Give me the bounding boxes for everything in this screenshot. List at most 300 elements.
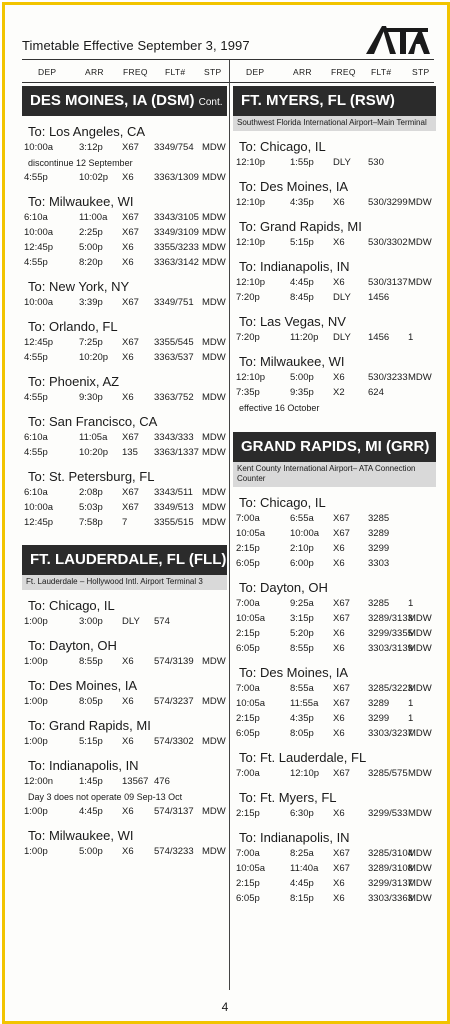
flight-row (22, 391, 227, 406)
flight-freq: DLY (122, 616, 140, 627)
flight-stp: MDW (202, 142, 226, 153)
flight-row (233, 862, 436, 877)
flight-row (233, 682, 436, 697)
flight-freq: X67 (122, 337, 139, 348)
flight-row (233, 892, 436, 907)
flight-stp: MDW (202, 432, 226, 443)
header-rule-top (22, 59, 434, 60)
flight-flt: 3355/545 (154, 337, 194, 348)
flight-freq: X6 (122, 392, 134, 403)
flight-arr: 11:20p (290, 332, 319, 343)
flight-stp: MDW (408, 628, 432, 639)
flight-flt: 530/3233 (368, 372, 408, 383)
flight-arr: 4:45p (290, 878, 314, 889)
flight-dep: 10:05a (236, 528, 266, 539)
flight-arr: 2:25p (79, 227, 103, 238)
flight-arr: 3:00p (79, 616, 103, 627)
flight-flt: 3285/575 (368, 768, 408, 779)
flight-stp: MDW (202, 487, 226, 498)
flight-stp: MDW (202, 337, 226, 348)
flight-row (22, 615, 227, 630)
flight-stp: MDW (202, 447, 226, 458)
flight-row (233, 642, 436, 657)
airport-name: Southwest Florida International Airport–Main Terminal (233, 116, 436, 131)
flight-dep: 12:10p (236, 157, 266, 168)
flight-arr: 1:55p (290, 157, 314, 168)
city-name: FT. MYERS, FL (RSW) (241, 92, 395, 109)
flight-row (22, 775, 227, 790)
flight-dep: 4:55p (24, 172, 48, 183)
flight-arr: 3:15p (290, 613, 314, 624)
flight-stp: MDW (202, 696, 226, 707)
flight-row (22, 695, 227, 710)
destination-heading: To: Orlando, FL (28, 319, 118, 334)
flight-stp: 1 (408, 598, 414, 609)
flight-arr: 12:10p (290, 768, 320, 779)
flight-stp: MDW (202, 846, 226, 857)
flight-row (233, 291, 436, 306)
flight-dep: 10:00a (24, 502, 54, 513)
right-column (233, 86, 436, 907)
flight-flt: 3289/3133 (368, 613, 413, 624)
flight-stp: MDW (202, 656, 226, 667)
flight-freq: 135 (122, 447, 138, 458)
city-name: FT. LAUDERDALE, FL (FLL) (30, 551, 227, 568)
flight-flt: 530/3137 (368, 277, 408, 288)
flight-flt: 574/3137 (154, 806, 194, 817)
flight-dep: 2:15p (236, 543, 260, 554)
flight-row (233, 557, 436, 572)
flight-flt: 3363/537 (154, 352, 194, 363)
flight-stp: MDW (202, 212, 226, 223)
flight-freq: X6 (333, 713, 345, 724)
flight-freq: X6 (122, 696, 134, 707)
flight-dep: 10:00a (24, 297, 54, 308)
flight-flt: 3285 (368, 598, 390, 609)
flight-freq: X6 (122, 257, 134, 268)
flight-arr: 8:45p (290, 292, 314, 303)
flight-stp: MDW (202, 806, 226, 817)
flight-row (233, 697, 436, 712)
flight-arr: 5:20p (290, 628, 314, 639)
flight-flt: 3349/754 (154, 142, 194, 153)
flight-freq: X67 (333, 683, 350, 694)
flight-dep: 1:00p (24, 696, 48, 707)
destination-heading: To: Los Angeles, CA (28, 124, 146, 139)
destination-heading: To: Las Vegas, NV (239, 314, 346, 329)
flight-dep: 4:55p (24, 392, 48, 403)
flight-dep: 2:15p (236, 713, 260, 724)
flight-row (22, 171, 227, 186)
flight-dep: 10:00a (24, 142, 54, 153)
flight-freq: X67 (333, 528, 350, 539)
flight-stp: MDW (408, 277, 432, 288)
flight-flt: 3349/513 (154, 502, 194, 513)
flight-arr: 4:45p (79, 806, 103, 817)
page-number: 4 (221, 1000, 229, 1014)
flight-dep: 7:35p (236, 387, 260, 398)
flight-arr: 3:39p (79, 297, 103, 308)
flight-dep: 7:00a (236, 683, 260, 694)
flight-stp: MDW (408, 683, 432, 694)
flight-freq: X67 (122, 502, 139, 513)
flight-row (233, 236, 436, 251)
flight-stp: MDW (408, 643, 432, 654)
flight-dep: 12:10p (236, 277, 266, 288)
destination-heading: To: Chicago, IL (239, 495, 326, 510)
flight-freq: X6 (122, 736, 134, 747)
flight-arr: 2:10p (290, 543, 314, 554)
flight-freq: DLY (333, 332, 351, 343)
destination-heading: To: Ft. Myers, FL (239, 790, 337, 805)
flight-dep: 7:20p (236, 332, 260, 343)
flight-flt: 3363/3142 (154, 257, 199, 268)
flight-row (233, 807, 436, 822)
flight-freq: X6 (122, 172, 134, 183)
flight-row (233, 331, 436, 346)
flight-stp: MDW (408, 372, 432, 383)
flight-stp: MDW (408, 878, 432, 889)
flight-row (22, 805, 227, 820)
city-name: GRAND RAPIDS, MI (GRR) (241, 438, 430, 455)
column-header-freq: FREQ (331, 67, 356, 77)
flight-arr: 5:00p (79, 242, 103, 253)
flight-freq: 13567 (122, 776, 149, 787)
destination-heading: To: Indianapolis, IN (239, 259, 350, 274)
flight-flt: 624 (368, 387, 384, 398)
flight-dep: 12:00n (24, 776, 54, 787)
flight-dep: 12:10p (236, 197, 266, 208)
flight-flt: 3289/3108 (368, 863, 413, 874)
flight-flt: 3349/751 (154, 297, 194, 308)
flight-arr: 2:08p (79, 487, 103, 498)
destination-heading: To: Ft. Lauderdale, FL (239, 750, 367, 765)
flight-stp: MDW (202, 517, 226, 528)
flight-stp: MDW (202, 172, 226, 183)
flight-arr: 9:30p (79, 392, 103, 403)
flight-row (22, 336, 227, 351)
flight-dep: 7:20p (236, 292, 260, 303)
schedule-note: discontinue 12 September (28, 158, 133, 168)
flight-flt: 530/3299 (368, 197, 408, 208)
flight-row (233, 877, 436, 892)
flight-dep: 4:55p (24, 352, 48, 363)
destination-heading: To: Indianapolis, IN (28, 758, 139, 773)
flight-row (233, 512, 436, 527)
flight-arr: 5:00p (79, 846, 103, 857)
flight-dep: 7:00a (236, 513, 260, 524)
flight-dep: 2:15p (236, 628, 260, 639)
flight-row (233, 156, 436, 171)
flight-row (22, 735, 227, 750)
flight-arr: 11:05a (79, 432, 108, 443)
flight-arr: 7:25p (79, 337, 103, 348)
flight-dep: 1:00p (24, 656, 48, 667)
flight-row (233, 542, 436, 557)
flight-arr: 6:55a (290, 513, 314, 524)
flight-row (22, 486, 227, 501)
flight-flt: 3289 (368, 528, 390, 539)
flight-row (233, 527, 436, 542)
flight-dep: 10:05a (236, 613, 266, 624)
flight-freq: X67 (333, 848, 350, 859)
flight-stp: MDW (202, 227, 226, 238)
flight-arr: 8:15p (290, 893, 314, 904)
flight-dep: 12:10p (236, 372, 266, 383)
flight-flt: 3355/515 (154, 517, 194, 528)
destination-heading: To: New York, NY (28, 279, 130, 294)
destination-heading: To: San Francisco, CA (28, 414, 158, 429)
column-header-stp: STP (204, 67, 222, 77)
schedule-note: effective 16 October (239, 403, 320, 413)
flight-freq: X67 (333, 613, 350, 624)
flight-arr: 1:45p (79, 776, 103, 787)
flight-row (22, 516, 227, 531)
flight-freq: DLY (333, 157, 351, 168)
flight-row (233, 727, 436, 742)
flight-stp: MDW (408, 848, 432, 859)
flight-flt: 3303 (368, 558, 390, 569)
city-header (22, 86, 227, 116)
flight-freq: X67 (333, 698, 350, 709)
flight-stp: MDW (202, 297, 226, 308)
flight-flt: 3299 (368, 543, 390, 554)
flight-stp: MDW (202, 392, 226, 403)
destination-heading: To: St. Petersburg, FL (28, 469, 155, 484)
flight-dep: 12:10p (236, 237, 266, 248)
flight-freq: X6 (333, 197, 345, 208)
flight-freq: X67 (122, 297, 139, 308)
destination-heading: To: Indianapolis, IN (239, 830, 350, 845)
flight-dep: 10:05a (236, 863, 266, 874)
flight-flt: 3285/3104 (368, 848, 413, 859)
flight-row (22, 446, 227, 461)
flight-stp: MDW (408, 863, 432, 874)
flight-flt: 530/3302 (368, 237, 408, 248)
flight-row (22, 296, 227, 311)
flight-row (22, 351, 227, 366)
flight-stp: 1 (408, 332, 414, 343)
flight-flt: 1456 (368, 332, 390, 343)
flight-freq: X6 (333, 643, 345, 654)
flight-dep: 6:05p (236, 728, 260, 739)
flight-dep: 7:00a (236, 768, 260, 779)
flight-freq: X67 (122, 432, 139, 443)
flight-freq: X67 (333, 768, 350, 779)
flight-stp: 1 (408, 713, 414, 724)
flight-freq: X6 (333, 558, 345, 569)
flight-stp: MDW (408, 768, 432, 779)
destination-heading: To: Chicago, IL (28, 598, 115, 613)
flight-dep: 2:15p (236, 808, 260, 819)
column-header-freq: FREQ (123, 67, 148, 77)
flight-row (22, 141, 227, 156)
flight-dep: 12:45p (24, 242, 54, 253)
flight-row (233, 612, 436, 627)
flight-arr: 4:35p (290, 713, 314, 724)
flight-dep: 6:05p (236, 643, 260, 654)
city-name: DES MOINES, IA (DSM) (30, 92, 195, 109)
flight-arr: 8:05p (290, 728, 314, 739)
flight-arr: 9:25a (290, 598, 314, 609)
city-header (22, 545, 227, 575)
flight-dep: 10:00a (24, 227, 54, 238)
flight-arr: 5:03p (79, 502, 103, 513)
destination-heading: To: Des Moines, IA (28, 678, 138, 693)
flight-freq: X67 (333, 863, 350, 874)
flight-freq: X67 (122, 142, 139, 153)
flight-stp: MDW (202, 736, 226, 747)
flight-arr: 10:00a (290, 528, 320, 539)
flight-row (233, 847, 436, 862)
flight-arr: 6:00p (290, 558, 314, 569)
flight-freq: X67 (333, 598, 350, 609)
flight-arr: 8:05p (79, 696, 103, 707)
flight-freq: X67 (122, 212, 139, 223)
city-continued-label: Cont. (198, 97, 223, 108)
flight-arr: 8:25a (290, 848, 314, 859)
page-title: Timetable Effective September 3, 1997 (22, 38, 250, 53)
flight-stp: MDW (408, 613, 432, 624)
flight-arr: 10:20p (79, 447, 109, 458)
flight-row (233, 276, 436, 291)
flight-row (22, 256, 227, 271)
schedule-note: Day 3 does not operate 09 Sep-13 Oct (28, 792, 183, 802)
flight-dep: 1:00p (24, 616, 48, 627)
flight-stp: 1 (408, 698, 414, 709)
flight-freq: X67 (333, 513, 350, 524)
flight-dep: 1:00p (24, 846, 48, 857)
flight-freq: X6 (333, 893, 345, 904)
city-header (233, 432, 436, 462)
flight-flt: 574/3237 (154, 696, 194, 707)
flight-flt: 1456 (368, 292, 390, 303)
flight-row (233, 597, 436, 612)
flight-flt: 476 (154, 776, 170, 787)
airport-name: Kent County International Airport– ATA Connection Counter (233, 462, 436, 487)
flight-freq: X6 (122, 806, 134, 817)
column-header-arr: ARR (85, 67, 104, 77)
flight-freq: X6 (333, 543, 345, 554)
flight-flt: 3349/3109 (154, 227, 199, 238)
flight-freq: X6 (333, 628, 345, 639)
flight-arr: 4:35p (290, 197, 314, 208)
column-header-fltnum: FLT# (165, 67, 186, 77)
flight-arr: 8:55a (290, 683, 314, 694)
airport-name: Ft. Lauderdale – Hollywood Intl. Airport Terminal 3 (22, 575, 227, 590)
flight-flt: 3303/3237 (368, 728, 413, 739)
flight-arr: 3:12p (79, 142, 103, 153)
flight-dep: 6:05p (236, 893, 260, 904)
flight-dep: 1:00p (24, 806, 48, 817)
column-header-fltnum: FLT# (371, 67, 392, 77)
flight-freq: X6 (333, 878, 345, 889)
flight-flt: 3355/3233 (154, 242, 199, 253)
flight-dep: 2:15p (236, 878, 260, 889)
flight-freq: X6 (122, 242, 134, 253)
flight-arr: 11:00a (79, 212, 108, 223)
flight-flt: 3285/3223 (368, 683, 413, 694)
flight-row (22, 241, 227, 256)
flight-freq: X6 (122, 352, 134, 363)
flight-stp: MDW (202, 242, 226, 253)
column-header-stp: STP (412, 67, 430, 77)
flight-stp: MDW (408, 197, 432, 208)
flight-freq: X6 (122, 846, 134, 857)
column-header-dep: DEP (38, 67, 57, 77)
destination-heading: To: Des Moines, IA (239, 179, 349, 194)
flight-flt: 3299 (368, 713, 390, 724)
column-header-dep: DEP (246, 67, 265, 77)
city-header (233, 86, 436, 116)
flight-dep: 6:10a (24, 212, 48, 223)
flight-dep: 12:45p (24, 517, 54, 528)
destination-heading: To: Phoenix, AZ (28, 374, 120, 389)
flight-row (233, 767, 436, 782)
header-rule-bottom (22, 82, 434, 83)
flight-freq: DLY (333, 292, 351, 303)
flight-freq: X2 (333, 387, 345, 398)
flight-row (22, 211, 227, 226)
flight-stp: MDW (202, 257, 226, 268)
flight-flt: 3343/333 (154, 432, 194, 443)
flight-dep: 7:00a (236, 848, 260, 859)
flight-dep: 1:00p (24, 736, 48, 747)
flight-row (233, 386, 436, 401)
destination-heading: To: Grand Rapids, MI (239, 219, 362, 234)
destination-heading: To: Milwaukee, WI (28, 828, 134, 843)
flight-row (22, 845, 227, 860)
flight-flt: 3363/1309 (154, 172, 199, 183)
flight-row (22, 655, 227, 670)
flight-dep: 12:45p (24, 337, 54, 348)
flight-flt: 574/3302 (154, 736, 194, 747)
flight-freq: X67 (122, 227, 139, 238)
flight-freq: X67 (122, 487, 139, 498)
flight-arr: 9:35p (290, 387, 314, 398)
flight-flt: 3343/511 (154, 487, 193, 498)
flight-arr: 11:40a (290, 863, 319, 874)
left-column (22, 86, 227, 860)
flight-stp: MDW (408, 728, 432, 739)
column-header-arr: ARR (293, 67, 312, 77)
flight-dep: 10:05a (236, 698, 266, 709)
flight-dep: 4:55p (24, 257, 48, 268)
flight-freq: X6 (333, 237, 345, 248)
flight-flt: 3363/1337 (154, 447, 199, 458)
flight-flt: 3299/3137 (368, 878, 413, 889)
flight-arr: 10:02p (79, 172, 109, 183)
flight-dep: 6:10a (24, 432, 48, 443)
flight-flt: 3303/3139 (368, 643, 413, 654)
flight-dep: 6:05p (236, 558, 260, 569)
flight-arr: 8:20p (79, 257, 103, 268)
flight-freq: X6 (333, 808, 345, 819)
flight-stp: MDW (408, 237, 432, 248)
flight-row (233, 196, 436, 211)
destination-heading: To: Des Moines, IA (239, 665, 349, 680)
flight-row (233, 712, 436, 727)
flight-arr: 6:30p (290, 808, 314, 819)
flight-flt: 3289 (368, 698, 390, 709)
logo-text (376, 51, 377, 52)
flight-arr: 10:20p (79, 352, 109, 363)
flight-freq: X6 (333, 728, 345, 739)
ata-logo (362, 20, 430, 56)
flight-flt: 3299/533 (368, 808, 408, 819)
flight-freq: X6 (333, 372, 345, 383)
flight-flt: 530 (368, 157, 384, 168)
